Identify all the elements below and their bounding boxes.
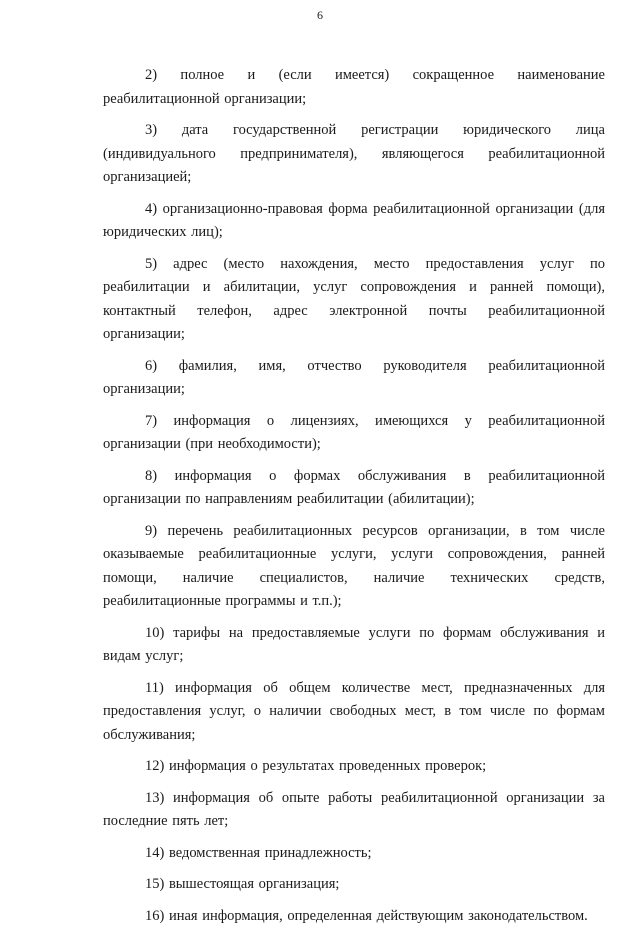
list-item: 5) адрес (место нахождения, место предоставления услуг по реабилитации и абилитации, услуг сопровождения и ранней помощи), контактный телефон, адрес электронной почты реабилитационной организации;	[103, 255, 605, 342]
list-item: 11) информация об общем количестве мест, предназначенных для предоставления услуг, о наличии свободных мест, в том числе по формам обслуживания;	[103, 679, 605, 743]
list-item: 8) информация о формах обслуживания в реабилитационной организации по направлениям реабилитации (абилитации);	[103, 467, 605, 507]
list-item: 16) иная информация, определенная действующим законодательством.	[145, 907, 588, 924]
list-item: 14) ведомственная принадлежность;	[145, 844, 372, 861]
list-item: 13) информация об опыте работы реабилитационной организации за последние пять лет;	[103, 789, 605, 829]
list-item: 7) информация о лицензиях, имеющихся у реабилитационной организации (при необходимости);	[103, 412, 605, 452]
page-number: 6	[317, 8, 323, 22]
list-item: 2) полное и (если имеется) сокращенное наименование реабилитационной организации;	[103, 67, 605, 107]
list-item: 12) информация о результатах проведенных проверок;	[145, 758, 487, 774]
list-item: 4) организационно-правовая форма реабилитационной организации (для юридических лиц);	[103, 200, 605, 240]
list-item: 6) фамилия, имя, отчество руководителя реабилитационной организации;	[103, 357, 605, 397]
item-list	[103, 64, 605, 936]
list-item: 10) тарифы на предоставляемые услуги по формам обслуживания и видам услуг;	[103, 624, 605, 664]
list-item: 3) дата государственной регистрации юридического лица (индивидуального предпринимателя), являющегося реабилитационной организацией;	[103, 122, 605, 185]
list-item: 9) перечень реабилитационных ресурсов организации, в том числе оказываемые реабилитационные услуги, услуги сопровождения, ранней помощи, наличие специалистов, наличие технических средств, реабилитационные программы и т.п.);	[103, 522, 605, 609]
list-item: 15) вышестоящая организация;	[145, 876, 340, 892]
